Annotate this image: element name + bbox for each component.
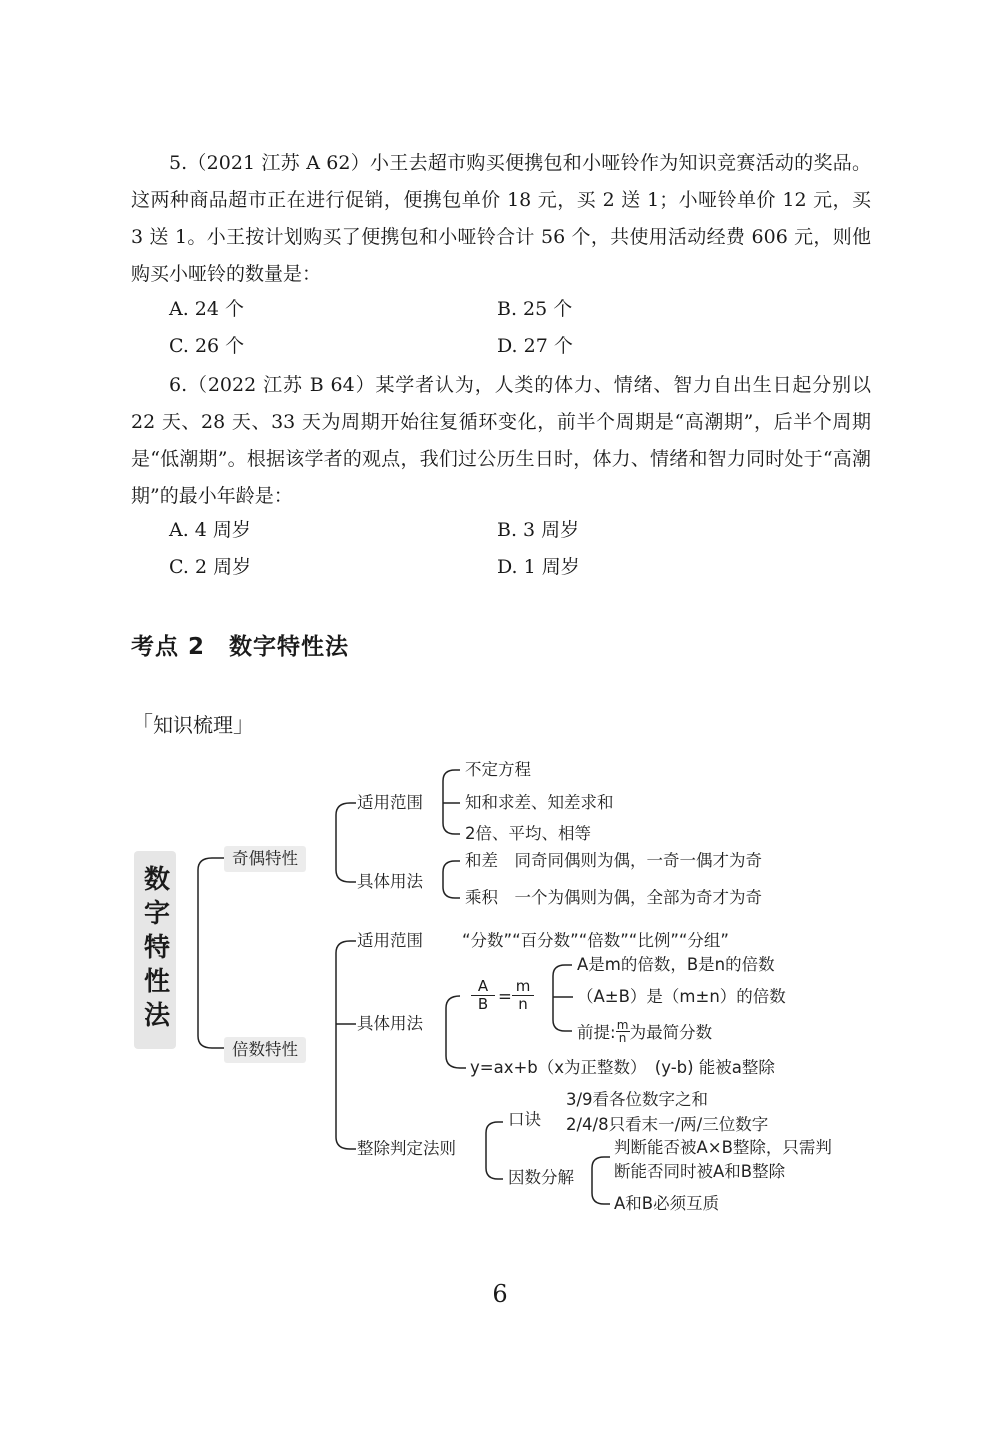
premise-fraction-num: m	[616, 1018, 629, 1032]
question-6-option-b: B. 3 周岁	[497, 519, 580, 541]
frac-item-1: A是m的倍数，B是n的倍数	[577, 955, 775, 974]
mindmap-root	[134, 851, 176, 1049]
question-6-option-c: C. 2 周岁	[169, 556, 252, 578]
bracket-odd-scope	[443, 770, 455, 834]
question-6-text: 6.（2022 江苏 B 64）某学者认为，人类的体力、情绪、智力自出生日起分别以 22 天、28 天、33 天为周期开始往复循环变化，前半个周期是“高潮期”，后半个周期是“低潮期”。根据该学者的观点，我们过公历生日时，体力、情绪和智力同时处于“高潮期”的最小年龄是：	[131, 374, 871, 507]
rule-label: 整除判定法则	[357, 1139, 456, 1158]
factor-label: 因数分解	[508, 1168, 574, 1187]
frac-premise-suffix: 为最简分数	[629, 1023, 713, 1042]
linear-item: y=ax+b（x为正整数） (y-b) 能被a整除	[470, 1058, 775, 1077]
bracket-odd-usage	[443, 861, 455, 898]
odd-even-scope-item-1: 不定方程	[465, 760, 531, 779]
fraction-equals: =	[498, 987, 512, 1006]
bracket-multiple	[336, 941, 350, 1149]
question-5-option-a: A. 24 个	[169, 298, 245, 320]
question-5-option-c: C. 26 个	[169, 335, 245, 357]
fraction-m-n-num: m	[515, 977, 531, 995]
multiple-scope-text: “分数”“百分数”“倍数”“比例”“分组”	[462, 931, 729, 950]
bracket-close: 」	[233, 713, 256, 738]
bracket-open: 「	[131, 713, 154, 738]
factor-item-2: 断能否同时被A和B整除	[614, 1162, 786, 1181]
odd-even-usage-item-1: 和差 同奇同偶则为偶，一奇一偶才为奇	[465, 851, 762, 870]
mindmap-root-label: 数字特性法	[139, 865, 170, 1035]
fraction-a-b	[471, 978, 495, 1013]
section-title: 考点 2 数字特性法	[131, 634, 350, 660]
knowledge-label: 知识梳理	[153, 713, 234, 737]
mnemonic-item-1: 3/9看各位数字之和	[566, 1090, 709, 1109]
question-5-option-d: D. 27 个	[497, 335, 573, 357]
multiple-node: 倍数特性	[224, 1037, 306, 1063]
bracket-factor	[592, 1157, 604, 1204]
frac-item-2: （A±B）是（m±n）的倍数	[577, 987, 786, 1006]
bracket-mult-rule	[486, 1122, 498, 1179]
page-number: 6	[492, 1280, 508, 1308]
fraction-a-b-den: B	[477, 995, 489, 1013]
factor-item-3: A和B必须互质	[614, 1194, 720, 1213]
question-6-option-d: D. 1 周岁	[497, 556, 580, 578]
factor-item-1: 判断能否被A×B整除，只需判	[614, 1138, 832, 1157]
mnemonic-item-2: 2/4/8只看末一/两/三位数字	[566, 1115, 769, 1134]
premise-fraction	[616, 1019, 630, 1044]
question-6-option-a: A. 4 周岁	[169, 519, 251, 541]
fraction-a-b-num: A	[477, 977, 489, 995]
bracket-odd-even	[336, 803, 350, 882]
fraction-m-n-den: n	[518, 995, 528, 1013]
odd-even-usage-item-2: 乘积 一个为偶则为偶，全部为奇才为奇	[465, 888, 762, 907]
multiple-usage-label: 具体用法	[357, 1014, 423, 1033]
question-5-option-b: B. 25 个	[497, 298, 573, 320]
bracket-mult-usage	[446, 996, 460, 1068]
odd-even-node: 奇偶特性	[224, 846, 306, 872]
multiple-scope-label: 适用范围	[357, 931, 423, 950]
fraction-m-n	[512, 978, 534, 1013]
odd-even-scope-label: 适用范围	[357, 793, 423, 812]
odd-even-scope-item-3: 2倍、平均、相等	[465, 824, 591, 843]
odd-even-scope-item-2: 知和求差、知差求和	[465, 793, 614, 812]
question-5-text: 5.（2021 江苏 A 62）小王去超市购买便携包和小哑铃作为知识竞赛活动的奖品。这两种商品超市正在进行促销，便携包单价 18 元，买 2 送 1；小哑铃单价 12 元，买 3 送 1。小王按计划购买了便携包和小哑铃合计 56 个，共使用活动经费 606 元，则他购买小哑铃的数量是：	[131, 152, 871, 285]
premise-fraction-den: n	[618, 1031, 627, 1045]
odd-even-usage-label: 具体用法	[357, 872, 423, 891]
frac-premise	[577, 1018, 713, 1046]
mnemonic-label: 口诀	[508, 1110, 541, 1129]
frac-premise-prefix: 前提:	[577, 1023, 616, 1042]
bracket-frac-items	[553, 965, 565, 1031]
bracket-root	[198, 858, 212, 1048]
knowledge-heading	[131, 708, 255, 739]
